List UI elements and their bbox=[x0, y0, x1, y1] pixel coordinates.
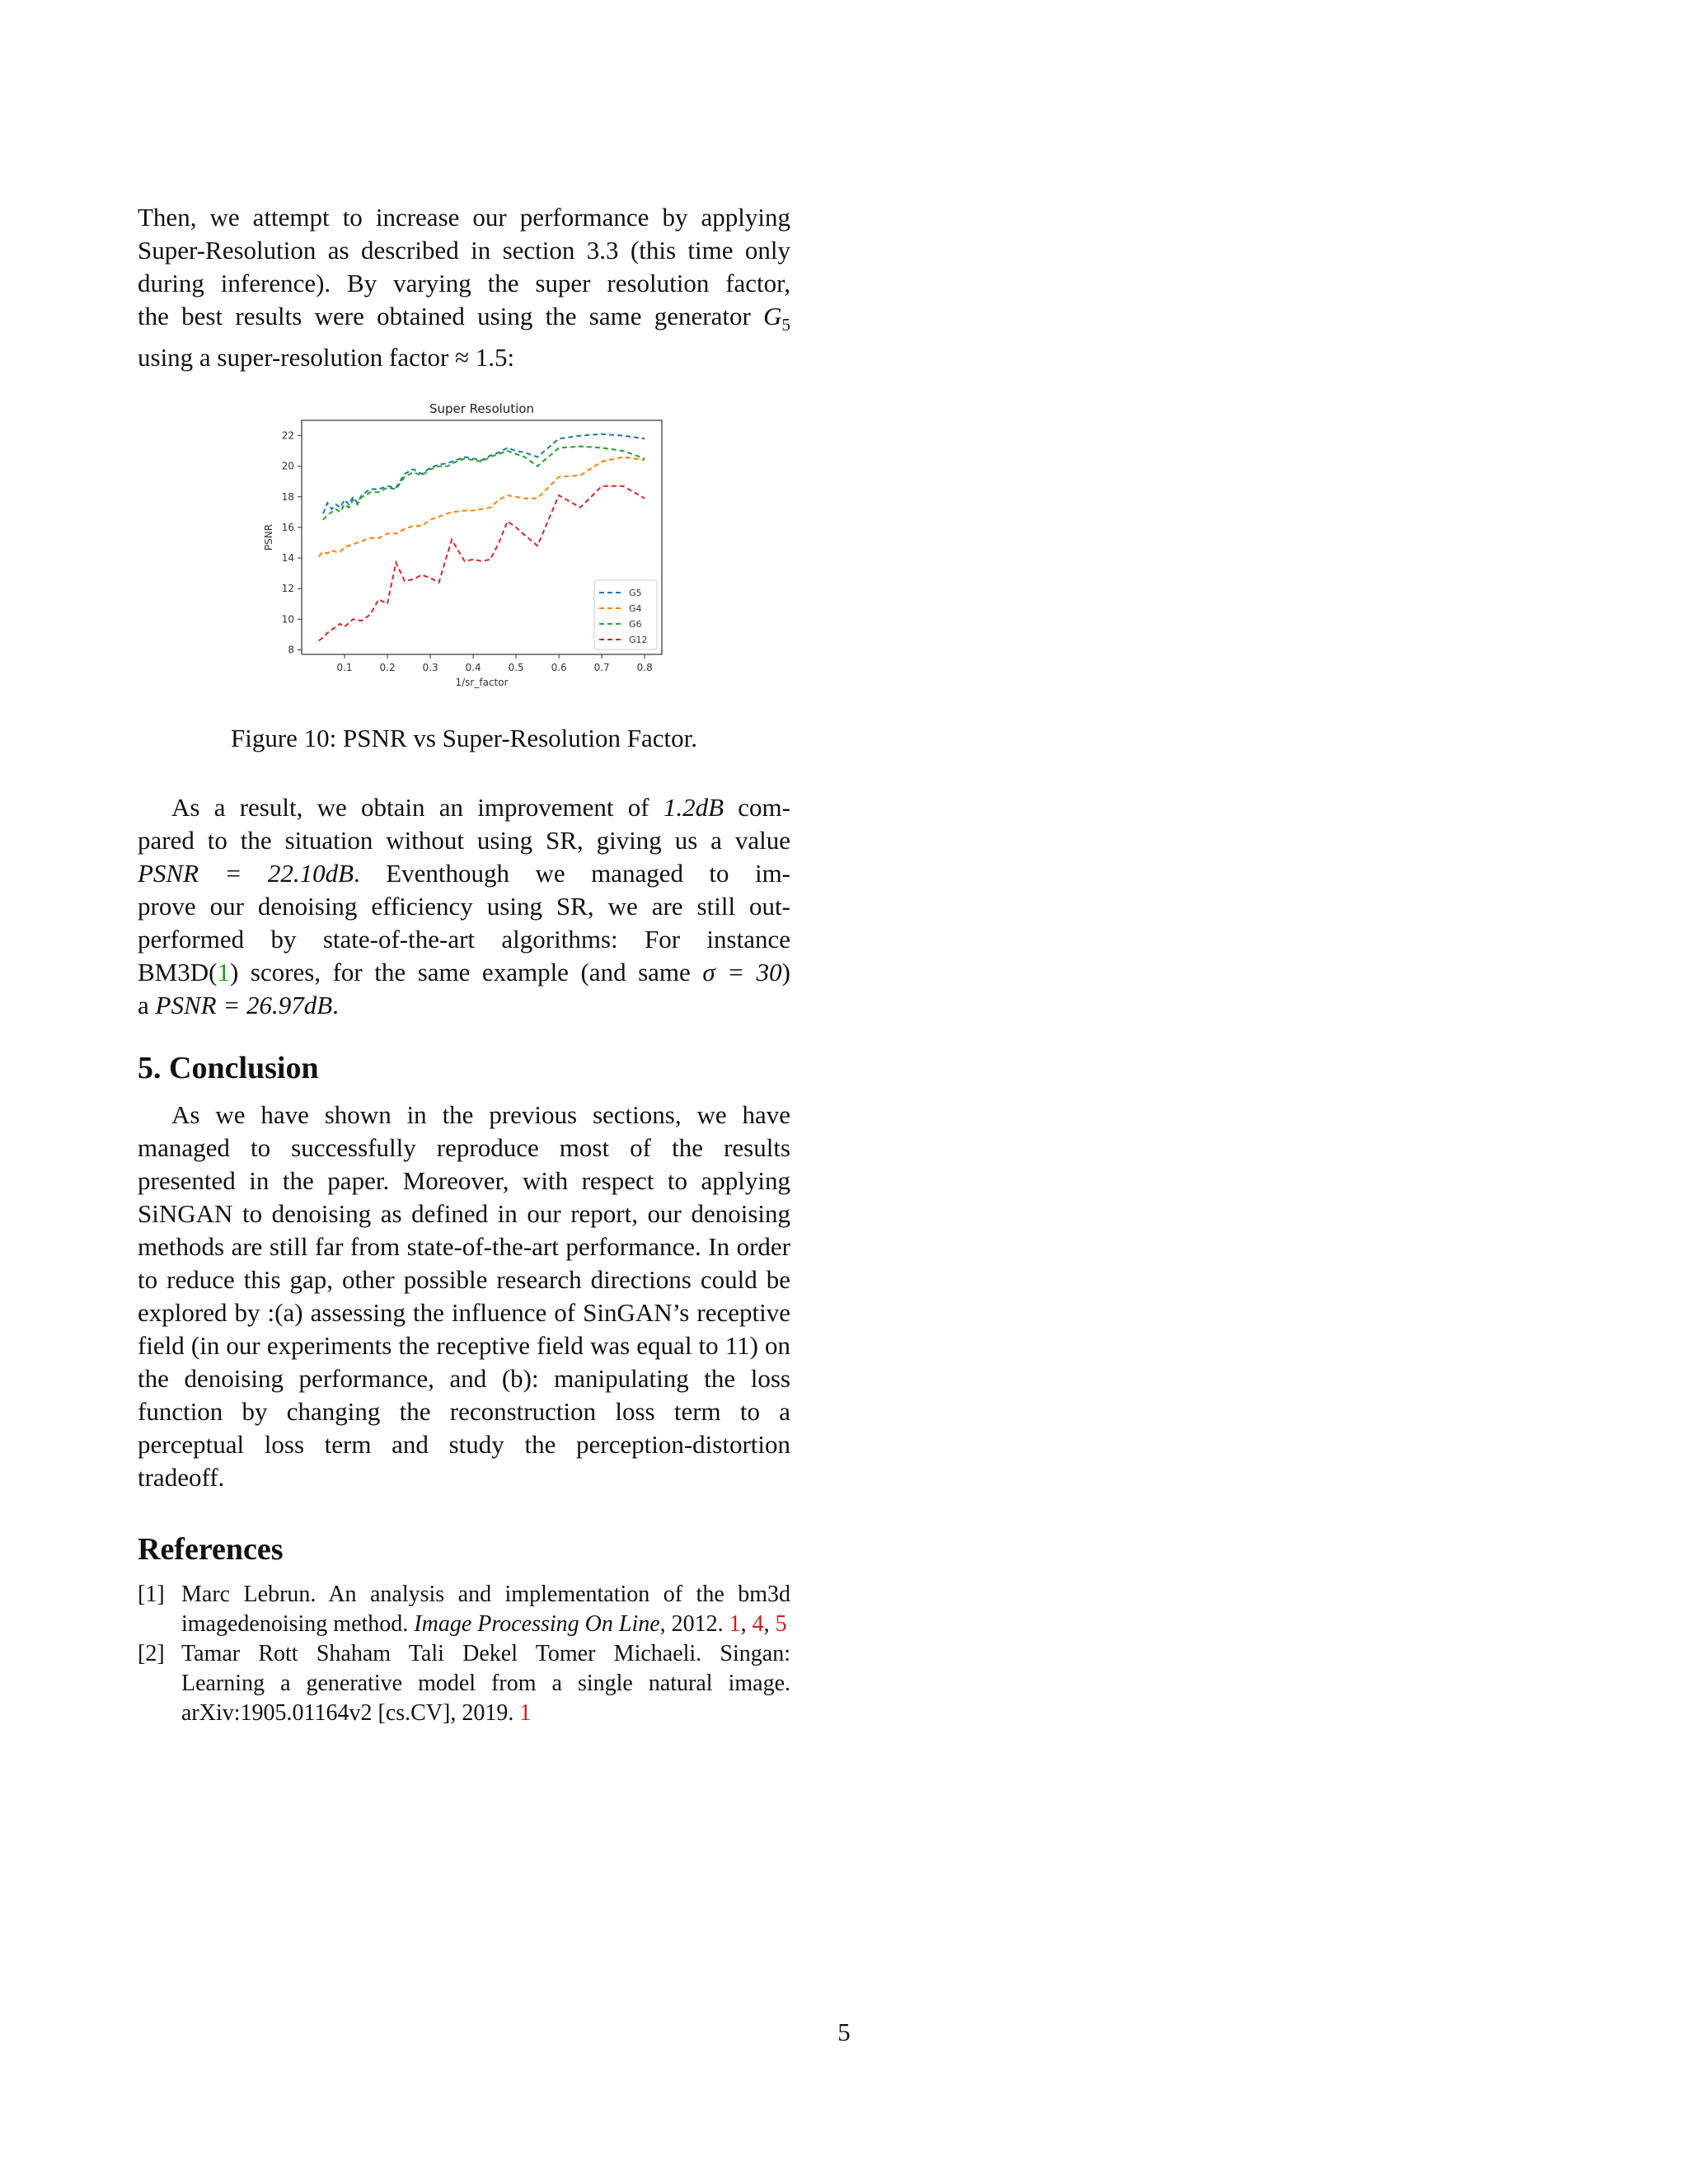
chart-title: Super Resolution bbox=[429, 401, 535, 416]
y-tick-label: 18 bbox=[281, 490, 294, 503]
result-line-7 bbox=[138, 989, 790, 1022]
x-tick-label: 0.6 bbox=[551, 662, 567, 673]
reference-number: [2] bbox=[138, 1641, 165, 1666]
x-tick-label: 0.3 bbox=[422, 662, 438, 673]
reference-list bbox=[138, 1580, 790, 1728]
reference-year: , 2012. bbox=[659, 1611, 729, 1637]
backref-link[interactable]: 1 bbox=[519, 1700, 532, 1726]
x-tick-label: 0.7 bbox=[593, 662, 610, 673]
reference-item bbox=[138, 1580, 790, 1639]
backref-link[interactable]: 5 bbox=[775, 1611, 787, 1637]
result-text: . Eventhough we managed to im- bbox=[354, 859, 791, 888]
reference-text: Tamar Rott Shaham Tali Dekel Tomer Michaeli. Singan: Learning a generative model from a single natural image. arXiv:1905.01164v2 [cs.CV], 2019. bbox=[181, 1641, 790, 1726]
x-axis-label: 1/sr_factor bbox=[455, 677, 509, 688]
result-text: ) bbox=[781, 958, 790, 987]
result-text: BM3D( bbox=[138, 958, 218, 987]
section-heading: 5. Conclusion bbox=[138, 1051, 319, 1085]
x-tick-label: 0.8 bbox=[636, 662, 653, 673]
psnr-chart bbox=[256, 396, 668, 692]
result-text: ) scores, for the same example (and same bbox=[229, 958, 703, 987]
y-tick-label: 12 bbox=[281, 583, 294, 595]
result-line-1 bbox=[138, 791, 790, 824]
intro-paragraph bbox=[138, 201, 790, 374]
legend-label: G4 bbox=[629, 603, 642, 614]
figure-caption: Figure 10: PSNR vs Super-Resolution Factor. bbox=[230, 724, 697, 752]
reference-venue: Image Processing On Line bbox=[414, 1611, 660, 1637]
y-tick-label: 20 bbox=[281, 460, 294, 472]
backref-link[interactable]: 4 bbox=[752, 1611, 764, 1637]
reference-text: Marc Lebrun. An analysis and implementation of the bm3d imagedenoising method. bbox=[181, 1582, 790, 1637]
reference-body: Marc Lebrun. An analysis and implementation of the bm3d imagedenoising method. Image Processing On Line, 2012. 1, 4, 5 bbox=[181, 1582, 790, 1637]
intro-line-5: using a super-resolution factor ≈ 1.5: bbox=[138, 343, 515, 373]
improvement-value: 1.2dB bbox=[663, 793, 724, 822]
result-line-4: prove our denoising efficiency using SR, we are still out- bbox=[138, 892, 790, 921]
reference-body bbox=[181, 1639, 790, 1728]
y-axis-label: PSNR bbox=[263, 523, 274, 551]
citation-link[interactable]: 1 bbox=[217, 958, 230, 987]
references-section bbox=[138, 1530, 790, 1728]
backref-link[interactable]: 1 bbox=[729, 1611, 741, 1637]
x-tick-label: 0.4 bbox=[465, 662, 481, 673]
conclusion-text: As we have shown in the previous sections, we have managed to successfully reproduce most of the results presented in the paper. Moreover, with respect to applying SiNGAN to denoising as defined in our report, our denoising methods are still far from state-of-the-art performance. In order to reduce this gap, other possible research directions could be explored by :(a) assessing the influence of SinGAN’s receptive field (in our experiments the receptive field was equal to 11) on the denoising performance, and (b): manipulating the loss function by changing the reconstruction loss term to a perceptual loss term and study the perception-distortion tradeoff. bbox=[138, 1100, 790, 1492]
result-text: a bbox=[138, 991, 156, 1019]
result-text: com- bbox=[724, 793, 790, 822]
result-line-6 bbox=[138, 956, 790, 989]
page-number: 5 bbox=[837, 2018, 851, 2046]
intro-line-4-text: the best results were obtained using the same generator bbox=[138, 302, 764, 330]
figure-10 bbox=[256, 396, 668, 692]
intro-line-2: Super-Resolution as described in section 3.3 (this time only bbox=[138, 236, 790, 265]
result-text: . bbox=[332, 991, 339, 1019]
y-tick-label: 16 bbox=[281, 521, 294, 533]
legend-label: G5 bbox=[629, 588, 642, 598]
generator-symbol: G bbox=[763, 302, 782, 330]
references-heading: References bbox=[138, 1532, 284, 1567]
conclusion-section bbox=[138, 1049, 790, 1494]
bm3d-psnr-value: PSNR = 26.97dB bbox=[155, 991, 333, 1019]
y-tick-label: 14 bbox=[281, 552, 294, 565]
sigma-value: σ = 30 bbox=[702, 958, 782, 987]
x-tick-label: 0.2 bbox=[379, 662, 396, 673]
psnr-value: PSNR = 22.10dB bbox=[138, 859, 354, 888]
reference-number: [1] bbox=[138, 1582, 165, 1607]
result-text: As a result, we obtain an improvement of bbox=[171, 793, 663, 822]
x-tick-label: 0.5 bbox=[508, 662, 524, 673]
reference-item bbox=[138, 1639, 790, 1728]
y-tick-label: 8 bbox=[288, 644, 294, 656]
intro-line-3: during inference). By varying the super resolution factor, bbox=[138, 269, 790, 298]
result-line-3 bbox=[138, 857, 790, 890]
y-tick-label: 10 bbox=[281, 613, 294, 626]
legend-label: G12 bbox=[629, 635, 648, 645]
result-line-2: pared to the situation without using SR, giving us a value bbox=[138, 826, 790, 855]
y-tick-label: 22 bbox=[281, 429, 294, 442]
legend-label: G6 bbox=[629, 619, 642, 630]
x-tick-label: 0.1 bbox=[336, 662, 353, 673]
intro-line-1: Then, we attempt to increase our performance by applying bbox=[138, 203, 790, 232]
intro-line-4 bbox=[138, 300, 790, 341]
result-line-5: performed by state-of-the-art algorithms: For instance bbox=[138, 925, 790, 954]
result-paragraph bbox=[138, 791, 790, 1022]
generator-subscript: 5 bbox=[781, 315, 790, 335]
